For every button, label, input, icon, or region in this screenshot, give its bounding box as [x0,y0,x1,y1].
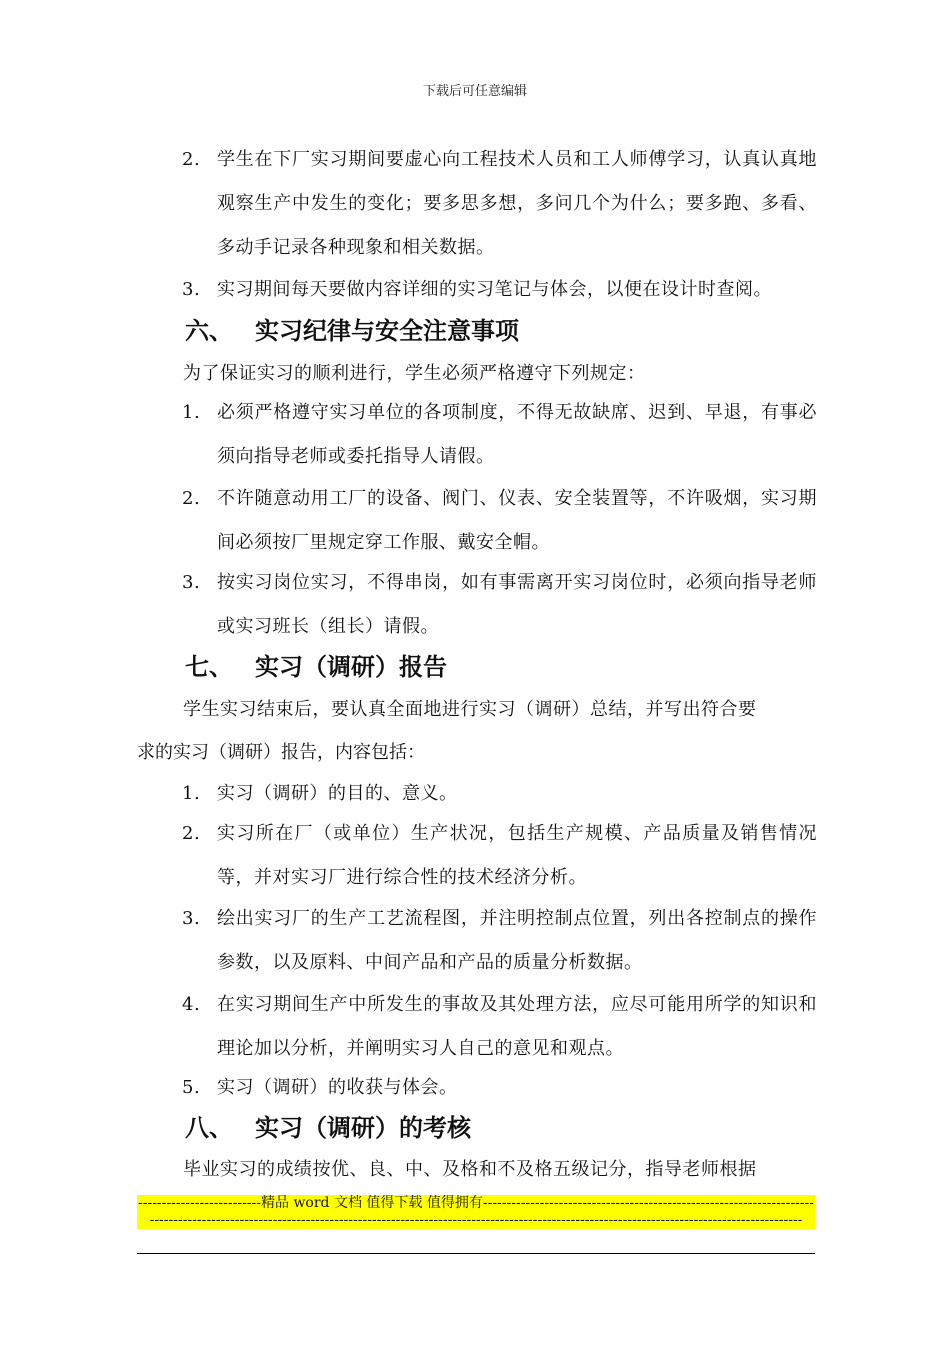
list-item [182,391,817,479]
list-item-number: 5. [182,1077,201,1098]
section-intro: 学生实习结束后，要认真全面地进行实习（调研）总结，并写出符合要 [183,699,757,720]
list-item-text: 实习所在厂（或单位）生产状况，包括生产规模、产品质量及销售情况等，并对实习厂进行综合性的技术经济分析。 [217,823,817,888]
list-item [182,812,817,900]
list-item-number: 2. [182,488,201,509]
section-number: 八、 [185,1114,233,1142]
section-heading [185,647,447,687]
section-intro: 毕业实习的成绩按优、良、中、及格和不及格五级记分，指导老师根据 [183,1159,757,1180]
page-header: 下载后可任意编辑 [422,84,527,99]
list-item-number: 1. [182,783,201,804]
list-item-number: 3. [182,908,201,929]
list-item [182,477,817,565]
section-number: 六、 [185,317,233,345]
list-item-number: 2. [182,823,201,844]
section-title: 实习（调研）的考核 [255,1114,471,1142]
list-item-text: 按实习岗位实习，不得串岗，如有事需离开实习岗位时，必须向指导老师或实习班长（组长）请假。 [217,572,817,637]
footer-banner: --------------------------精品 word 文档 值得下载 值得拥有---------------------------------------------------------------------------------------------------------------------------------------------------------------------------------------------------------------- [138,1195,814,1228]
list-item-text: 实习（调研）的收获与体会。 [217,1077,458,1098]
section-intro: 为了保证实习的顺利进行，学生必须严格遵守下列规定： [183,363,646,384]
list-item-number: 3. [182,279,201,300]
list-item [182,268,817,312]
section-title: 实习（调研）报告 [255,653,447,681]
list-item [182,983,817,1071]
list-item-text: 在实习期间生产中所发生的事故及其处理方法，应尽可能用所学的知识和理论加以分析，并阐明实习人自己的意见和观点。 [217,994,817,1059]
list-item [182,1066,817,1110]
list-item-number: 4. [182,994,201,1015]
list-item [182,772,817,816]
list-item-text: 不许随意动用工厂的设备、阀门、仪表、安全装置等，不许吸烟，实习期间必须按厂里规定穿工作服、戴安全帽。 [217,488,817,553]
list-item [182,897,817,985]
list-item-text: 必须严格遵守实习单位的各项制度，不得无故缺席、迟到、早退，有事必须向指导老师或委托指导人请假。 [217,402,817,467]
list-item [182,561,817,649]
section-heading [185,1108,471,1148]
section-title: 实习纪律与安全注意事项 [255,317,519,345]
section-number: 七、 [185,653,233,681]
list-item-text: 实习期间每天要做内容详细的实习笔记与体会，以便在设计时查阅。 [217,279,772,300]
list-item-text: 实习（调研）的目的、意义。 [217,783,458,804]
list-item-text: 绘出实习厂的生产工艺流程图，并注明控制点位置，列出各控制点的操作参数，以及原料、中间产品和产品的质量分析数据。 [217,908,817,973]
list-item-number: 3. [182,572,201,593]
list-item-text: 学生在下厂实习期间要虚心向工程技术人员和工人师傅学习，认真认真地观察生产中发生的变化；要多思多想，多问几个为什么；要多跑、多看、多动手记录各种现象和相关数据。 [217,149,817,258]
list-item-number: 1. [182,402,201,423]
section-heading [185,311,519,351]
list-item-number: 2. [182,149,201,170]
footer-divider [137,1253,815,1254]
section-intro-continued: 求的实习（调研）报告，内容包括： [137,742,425,763]
list-item [182,138,817,270]
